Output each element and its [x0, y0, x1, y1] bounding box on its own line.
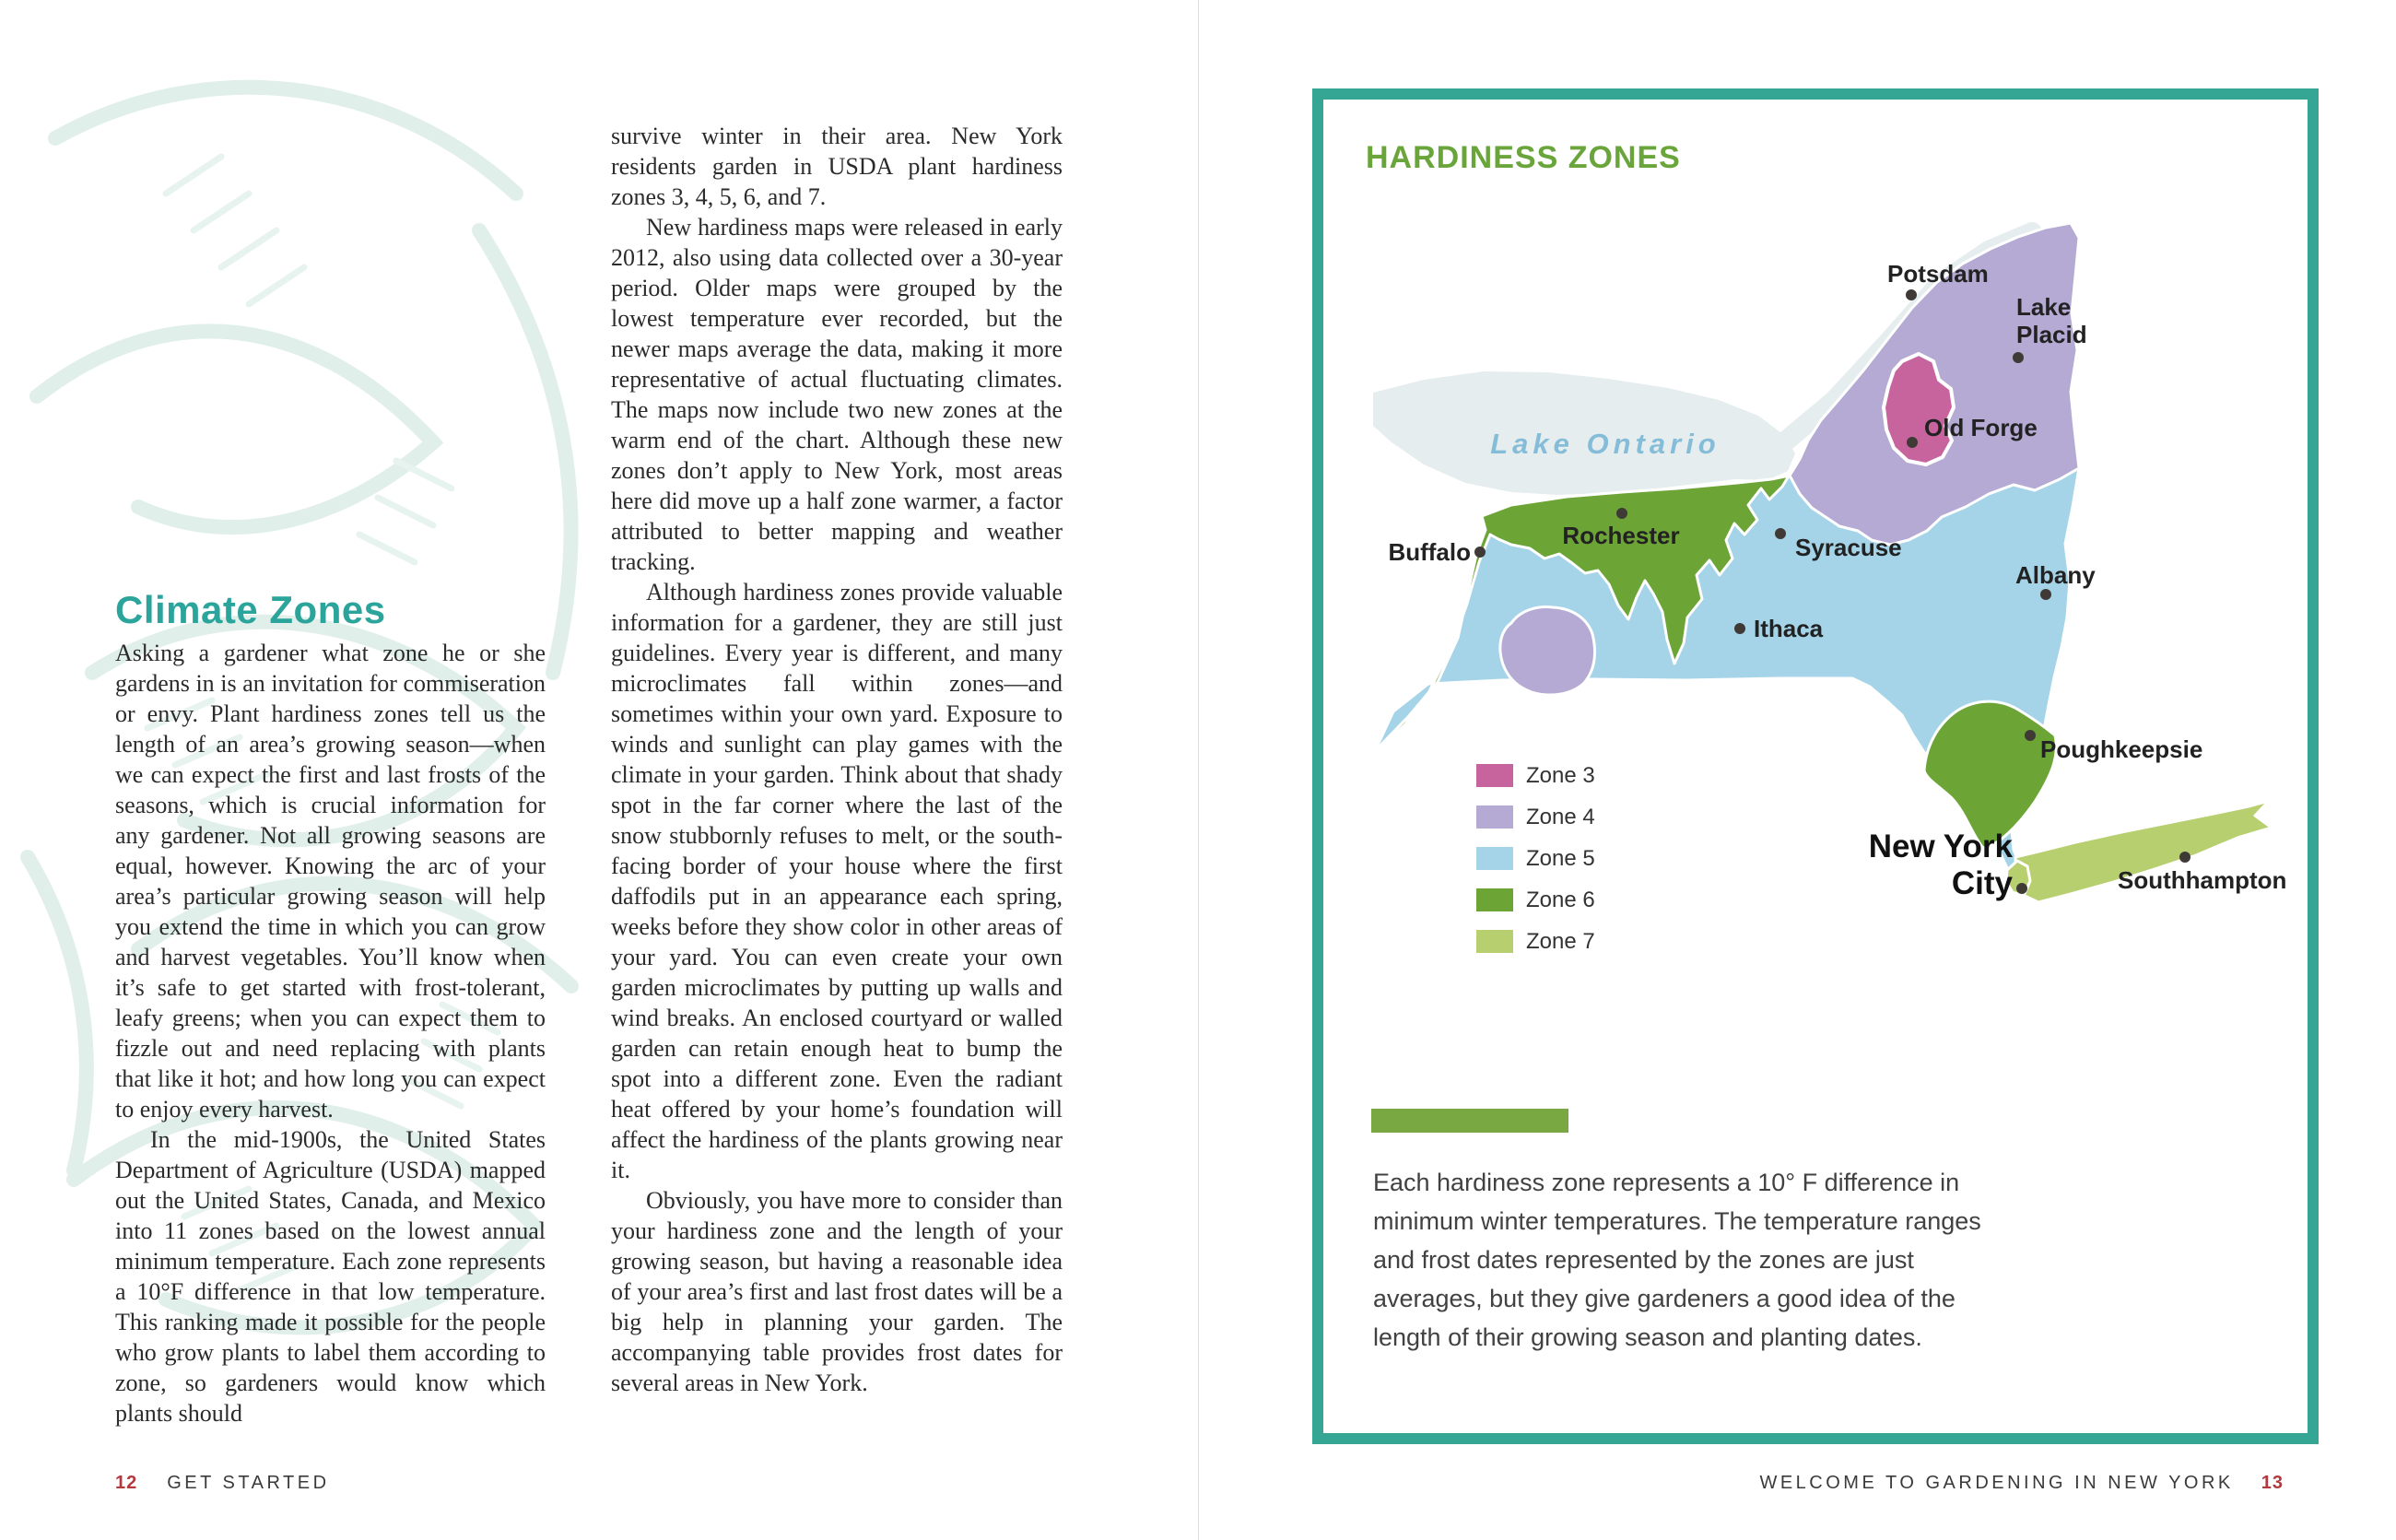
body-paragraph: Although hardiness zones provide valuable information for a gardener, they are still just guidelines. Every year is different, and many microclimates fall within zones—and sometimes within your own yard. Exposure to winds and sunlight can play games with the climate in your garden. Think about that shady spot in the far corner where the last of the snow stubbornly refuses to melt, or the south-facing border of your house where the first daffodils put in an appearance each spring, weeks before they show color in other areas of your yard. You can even create your own garden microclimates by putting up walls and wind breaks. An enclosed courtyard or walled garden can retain enough heat to bump the spot into a different zone. Even the radiant heat offered by your home’s foundation will affect the hardiness of the plants growing near it.	[611, 579, 1063, 1183]
city-label-buffalo: Buffalo	[1388, 538, 1471, 566]
legend-label-zone3: Zone 3	[1526, 763, 1595, 788]
legend-swatch-zone4	[1476, 805, 1513, 829]
legend-label-zone7: Zone 7	[1526, 929, 1595, 954]
page-number: 12	[115, 1473, 138, 1493]
city-label-potsdam: Potsdam	[1887, 260, 1989, 288]
city-label-poughkeepsie: Poughkeepsie	[2040, 735, 2203, 763]
body-paragraph: New hardiness maps were released in early 2012, also using data collected over a 30-year period. Older maps were grouped by the lowest temperature ever recorded, but the newer maps average the data, making it more representative of actual fluctuating climates. The maps now include two new zones at the warm end of the chart. Although these new zones don’t apply to New York, most areas here did move up a half zone warmer, a factor attributed to better mapping and weather tracking.	[611, 214, 1063, 575]
city-label-syracuse: Syracuse	[1795, 534, 1902, 561]
body-paragraph: survive winter in their area. New York residents garden in USDA plant hardiness zones 3, 4, 5, 6, and 7.	[611, 123, 1063, 210]
footer-left	[115, 1473, 330, 1494]
city-dot-poughkeepsie	[2025, 730, 2036, 741]
footer-label: WELCOME TO GARDENING IN NEW YORK	[1759, 1473, 2234, 1493]
legend-label-zone6: Zone 6	[1526, 888, 1595, 912]
city-dot-southhampton	[2179, 852, 2190, 863]
new-york-hardiness-map	[1373, 212, 2295, 1041]
page-gutter	[1198, 0, 1199, 1540]
caption-rule	[1371, 1109, 1568, 1133]
city-label-lake-placid: Lake	[2016, 293, 2072, 321]
city-label-lake-placid-2: Placid	[2016, 321, 2087, 348]
legend-swatch-zone7	[1476, 930, 1513, 953]
legend-label-zone4: Zone 4	[1526, 805, 1595, 829]
city-label-ithaca: Ithaca	[1754, 615, 1824, 642]
city-dot-nyc	[2016, 883, 2027, 894]
legend-swatch-zone5	[1476, 847, 1513, 870]
left-column-2	[611, 121, 1063, 1398]
body-paragraph: Obviously, you have more to consider than your hardiness zone and the length of your growing season, but having a reasonable idea of your area’s first and last frost dates will be a big help in planning your garden. The accompanying table provides frost dates for several areas in New York.	[611, 1187, 1063, 1396]
city-dot-old-forge	[1907, 437, 1918, 448]
city-dot-rochester	[1616, 508, 1627, 519]
city-label-nyc-2: City	[1951, 865, 2013, 901]
map-title: HARDINESS ZONES	[1366, 140, 1681, 175]
page-number: 13	[2261, 1473, 2284, 1493]
left-column-1	[115, 588, 546, 1428]
city-dot-potsdam	[1906, 289, 1917, 300]
city-label-nyc: New York	[1868, 829, 2013, 864]
city-dot-buffalo	[1474, 547, 1486, 558]
zone6-region-southeast	[1924, 701, 2056, 848]
city-dot-lake-placid	[2013, 352, 2024, 363]
city-label-albany: Albany	[2015, 561, 2096, 589]
city-dot-ithaca	[1734, 623, 1745, 634]
city-dot-syracuse	[1775, 528, 1786, 539]
footer-label: GET STARTED	[167, 1473, 330, 1493]
body-paragraph: Asking a gardener what zone he or she gardens in is an invitation for commiseration or envy. Plant hardiness zones tell us the length of an area’s growing season—when we can expect the first and last frosts of the seasons, which is crucial information for any gardener. Not all growing seasons are equal, however. Knowing the arc of your area’s particular growing season will help you extend the time in which you can grow and harvest vegetables. You’ll know when it’s safe to get started with frost-tolerant, leafy greens; when you can expect them to fizzle out and need replacing with plants that like it hot; and how long you can expect to enjoy every harvest.	[115, 640, 546, 1123]
legend-label-zone5: Zone 5	[1526, 846, 1595, 871]
legend-swatch-zone6	[1476, 888, 1513, 911]
city-label-rochester: Rochester	[1562, 522, 1680, 549]
legend-swatch-zone3	[1476, 764, 1513, 787]
city-dot-albany	[2040, 589, 2051, 600]
map-caption: Each hardiness zone represents a 10° F difference in minimum winter temperatures. The temperature ranges and frost dates represented by the zones are just averages, but they give gardeners a good idea of the length of their growing season and planting dates.	[1373, 1169, 1981, 1351]
zone5-region	[1375, 223, 2271, 903]
lake-ontario-label: Lake Ontario	[1490, 428, 1721, 460]
body-paragraph: In the mid-1900s, the United States Department of Agriculture (USDA) mapped out the United States, Canada, and Mexico into 11 zones based on the lowest annual minimum temperature. Each zone represents a 10°F difference in that low temperature. This ranking made it possible for the people who grow plants to label them according to zone, so gardeners would know which plants should	[115, 1126, 546, 1427]
city-label-old-forge: Old Forge	[1924, 414, 2038, 441]
zone4-region-southwest	[1500, 607, 1595, 695]
city-label-southhampton: Southhampton	[2118, 866, 2287, 894]
map-legend	[1476, 763, 1595, 954]
section-heading: Climate Zones	[115, 588, 386, 631]
footer-right	[1759, 1473, 2284, 1494]
